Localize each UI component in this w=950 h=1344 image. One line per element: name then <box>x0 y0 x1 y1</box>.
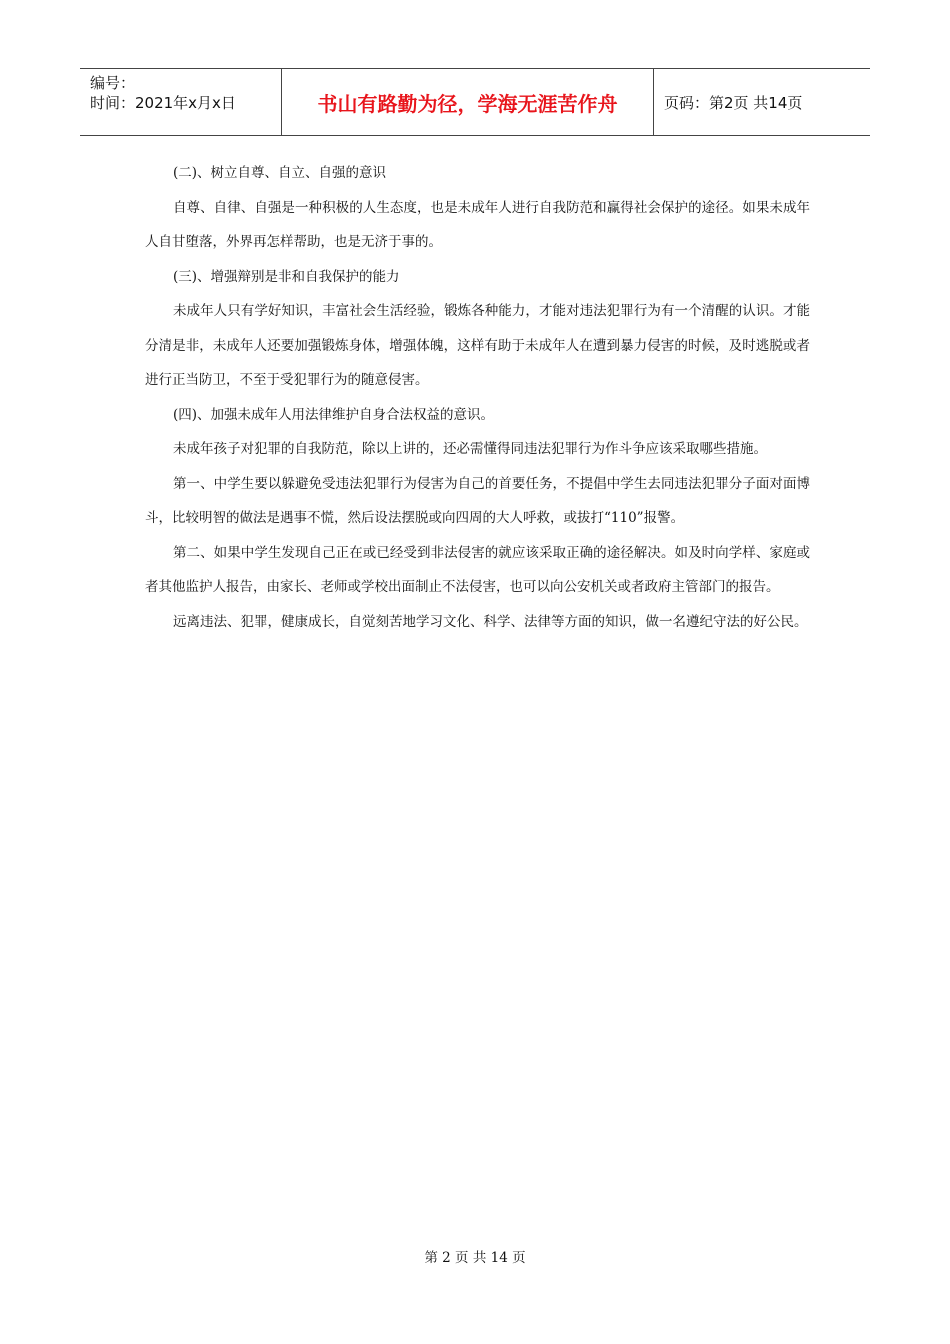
section-heading-4: (四)、加强未成年人用法律维护自身合法权益的意识。 <box>173 406 495 423</box>
document-header <box>80 68 870 136</box>
section-heading-3: (三)、增强辩别是非和自我保护的能力 <box>173 268 400 285</box>
paragraph: 第一、中学生要以躲避免受违法犯罪行为侵害为自己的首要任务，不提倡中学生去同违法犯罪分子面对面博斗，比较明智的做法是遇事不慌，然后设法摆脱或向四周的大人呼救，或拔打“110”报警。 <box>145 475 810 526</box>
document-body <box>145 156 810 639</box>
time-label: 时间：2021年x月x日 <box>90 94 236 112</box>
section-heading-2: (二)、树立自尊、自立、自强的意识 <box>173 165 387 181</box>
header-motto: 书山有路勤为径，学海无涯苦作舟 <box>282 69 654 135</box>
header-meta <box>80 69 282 135</box>
paragraph: 未成年孩子对犯罪的自我防范，除以上讲的，还必需懂得同违法犯罪行为作斗争应该采取哪些措施。 <box>173 441 767 457</box>
paragraph: 远离违法、犯罪，健康成长，自觉刻苦地学习文化、科学、法律等方面的知识，做一名遵纪守法的好公民。 <box>173 613 808 630</box>
number-label: 编号： <box>90 74 136 92</box>
header-page-info: 页码：第2页 共14页 <box>664 93 803 112</box>
paragraph: 未成年人只有学好知识，丰富社会生活经验，锻炼各种能力，才能对违法犯罪行为有一个清醒的认识。才能分清是非，未成年人还要加强锻炼身体，增强体魄，这样有助于未成年人在遭到暴力侵害的时候，及时逃脱或者进行正当防卫，不至于受犯罪行为的随意侵害。 <box>145 303 810 388</box>
paragraph: 第二、如果中学生发现自己正在或已经受到非法侵害的就应该采取正确的途径解决。如及时向学样、家庭或者其他监护人报告，由家长、老师或学校出面制止不法侵害，也可以向公安机关或者政府主管部门的报告。 <box>145 544 810 595</box>
page-footer: 第 2 页 共 14 页 <box>424 1250 526 1266</box>
paragraph: 自尊、自律、自强是一种积极的人生态度，也是未成年人进行自我防范和赢得社会保护的途径。如果未成年人自甘堕落，外界再怎样帮助，也是无济于事的。 <box>145 199 810 250</box>
